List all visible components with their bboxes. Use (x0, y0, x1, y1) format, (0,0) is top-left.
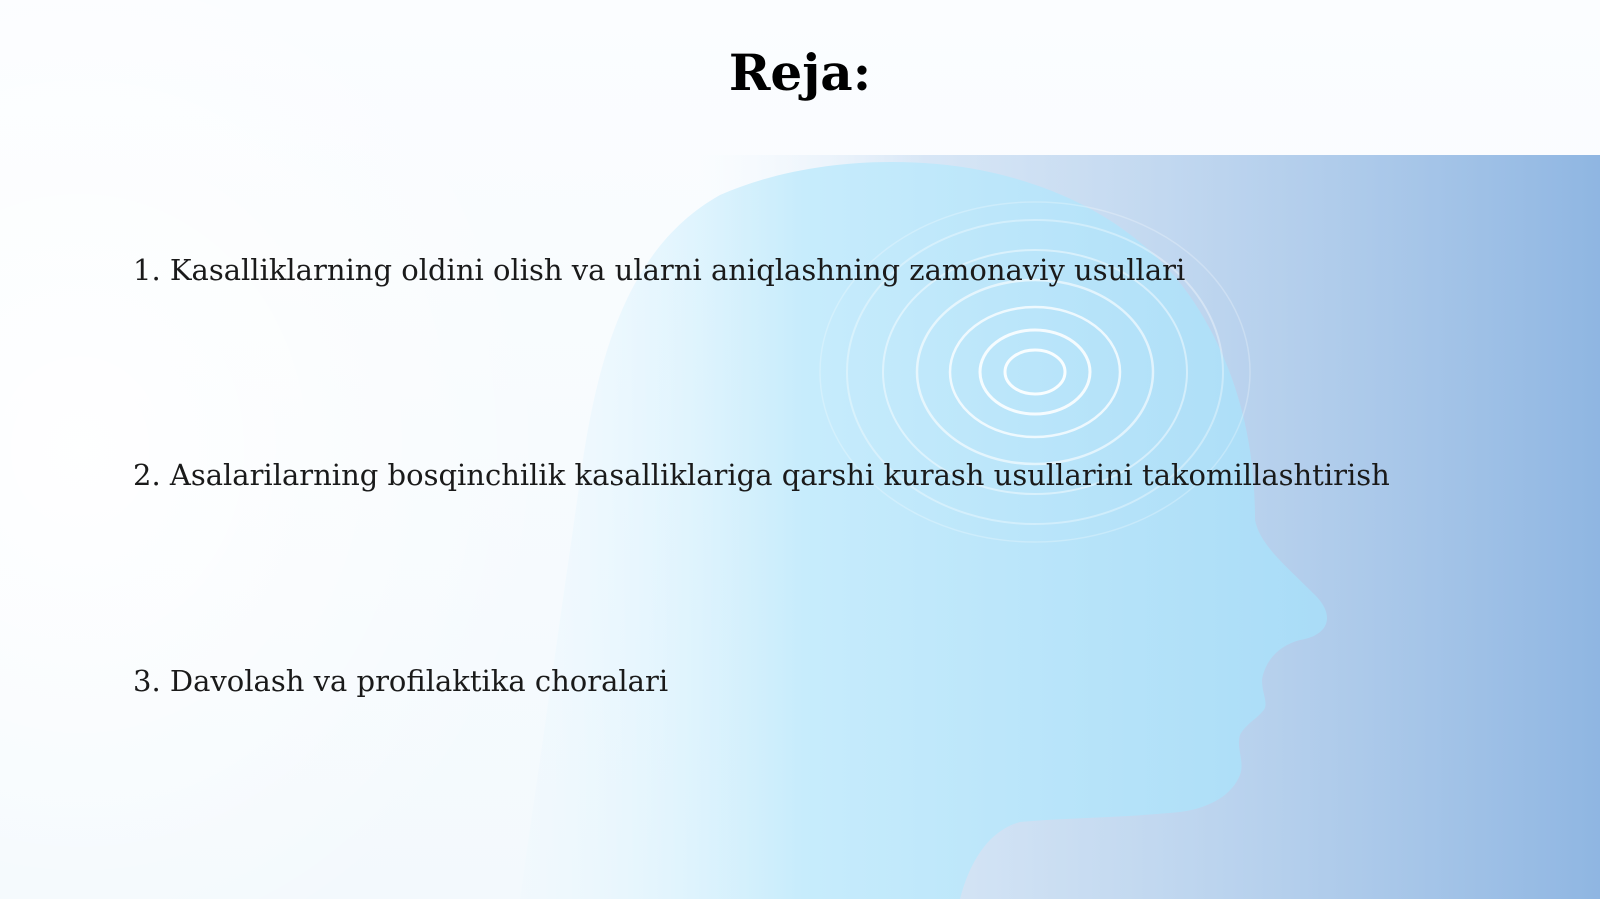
plan-item-3: 3. Davolash va profilaktika choralari (133, 664, 669, 698)
plan-item-1: 1. Kasalliklarning oldini olish va ularni aniqlashning zamonaviy usullari (133, 253, 1186, 287)
plan-item-2: 2. Asalarilarning bosqinchilik kasalliklariga qarshi kurash usullarini takomillashtirish (133, 458, 1390, 492)
slide-title: Reja: (728, 43, 872, 102)
